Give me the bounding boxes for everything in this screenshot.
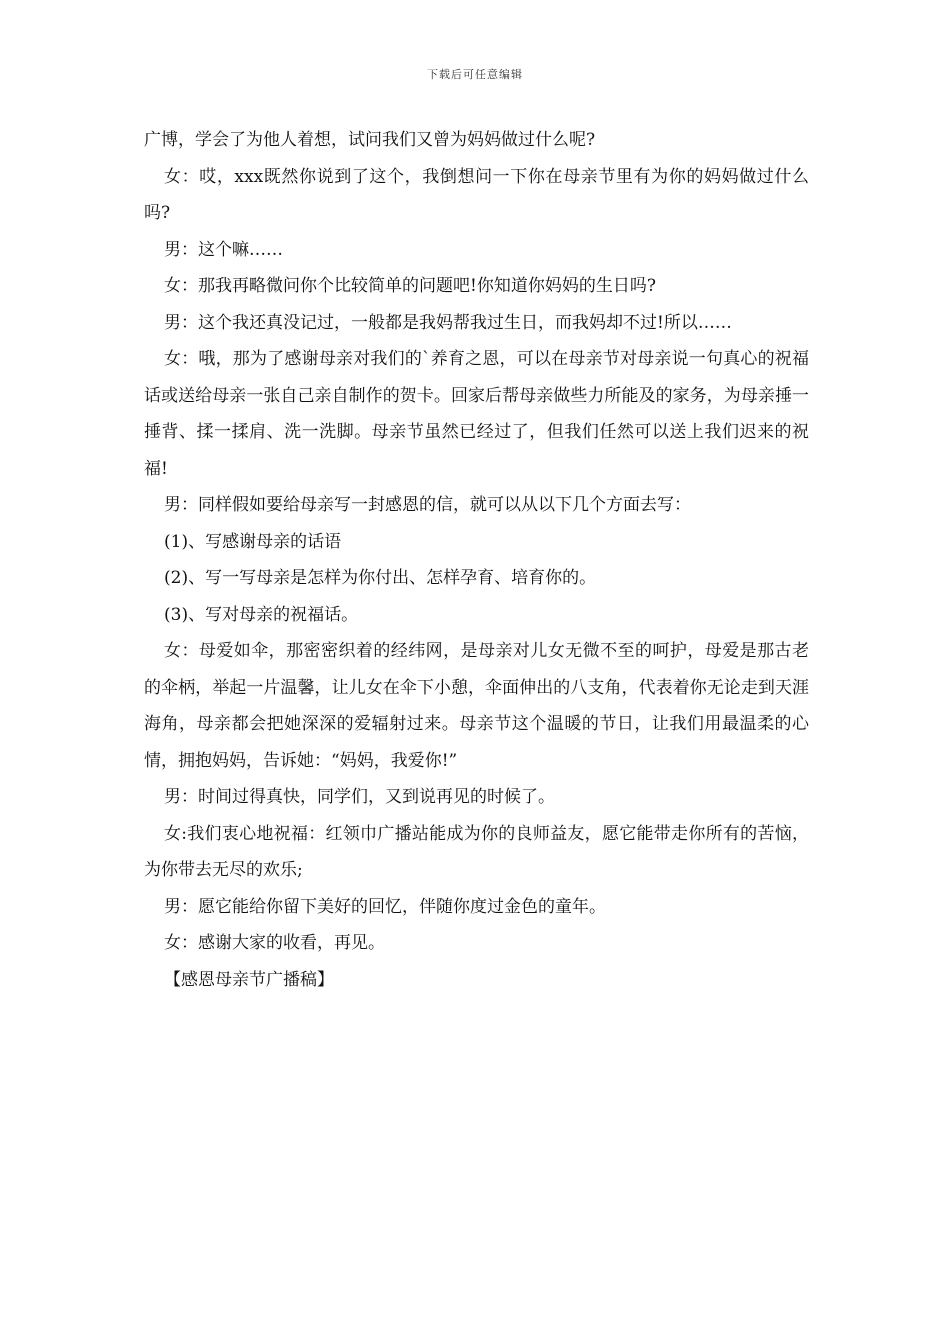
paragraph: 女:我们衷心地祝福：红领巾广播站能成为你的良师益友，愿它能带走你所有的苦恼，为你带去无尽的欢乐; <box>144 823 809 880</box>
list-item: (1)、写感谢母亲的话语 <box>164 531 342 552</box>
list-item: (3)、写对母亲的祝福话。 <box>164 604 359 625</box>
paragraph: 广博，学会了为他人着想，试问我们又曾为妈妈做过什么呢? <box>144 130 596 150</box>
paragraph: 男：这个嘛…… <box>164 239 283 260</box>
page-header: 下载后可任意编辑 <box>427 68 523 81</box>
paragraph: 女：感谢大家的收看，再见。 <box>164 933 385 953</box>
paragraph: 男：愿它能给你留下美好的回忆，伴随你度过金色的童年。 <box>164 896 606 917</box>
paragraph: 女：哦，那为了感谢母亲对我们的`养育之恩，可以在母亲节对母亲说一句真心的祝福话或送给母亲一张自己亲自制作的贺卡。回家后帮母亲做些力所能及的家务，为母亲捶一捶背、揉一揉肩、洗一洗脚。母亲节虽然已经过了，但我们任然可以送上我们迟来的祝福! <box>144 349 809 479</box>
document-title: 【感恩母亲节广播稿】 <box>164 969 334 990</box>
document-body <box>144 122 809 998</box>
paragraph: 男：这个我还真没记过，一般都是我妈帮我过生日，而我妈却不过!所以…… <box>164 312 732 333</box>
paragraph: 女：哎，xxx既然你说到了这个，我倒想问一下你在母亲节里有为你的妈妈做过什么吗? <box>144 166 809 223</box>
paragraph: 女：母爱如伞，那密密织着的经纬网，是母亲对儿女无微不至的呵护，母爱是那古老的伞柄，举起一片温馨，让儿女在伞下小憩，伞面伸出的八支角，代表着你无论走到天涯海角，母亲都会把她深深的爱辐射过来。母亲节这个温暖的节日，让我们用最温柔的心情，拥抱妈妈，告诉她：“妈妈，我爱你!” <box>144 641 809 771</box>
list-item: (2)、写一写母亲是怎样为你付出、怎样孕育、培育你的。 <box>164 568 597 588</box>
paragraph: 女：那我再略微问你个比较简单的问题吧!你知道你妈妈的生日吗? <box>164 276 656 296</box>
paragraph: 男：同样假如要给母亲写一封感恩的信，就可以从以下几个方面去写： <box>164 495 691 515</box>
paragraph: 男：时间过得真快，同学们，又到说再见的时候了。 <box>164 787 555 807</box>
